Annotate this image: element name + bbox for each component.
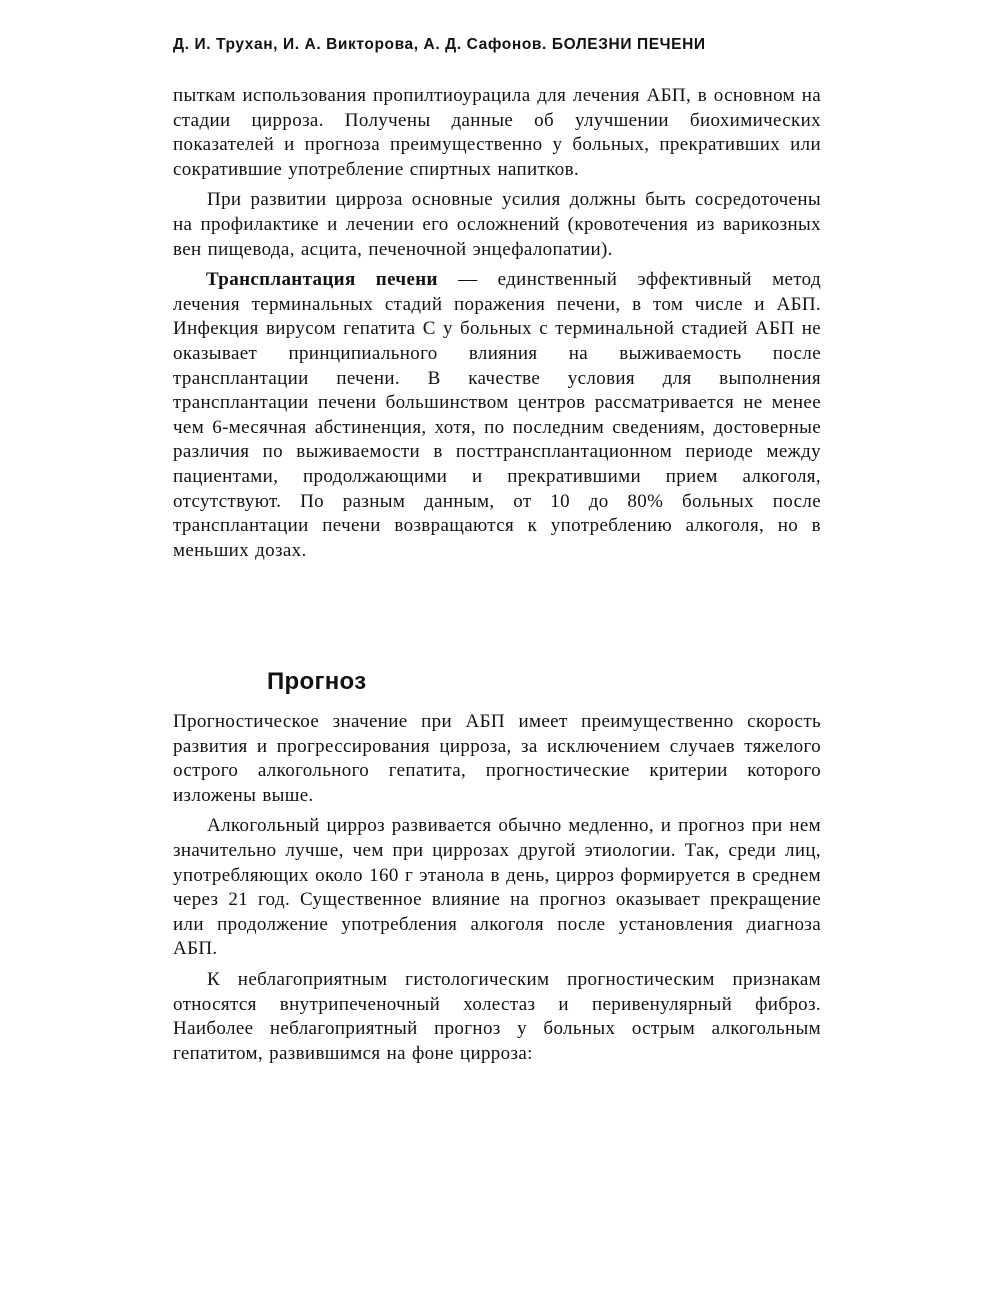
running-header: Д. И. Трухан, И. А. Викторова, А. Д. Сафонов. БОЛЕЗНИ ПЕЧЕНИ [173, 36, 706, 53]
paragraph-continuation: пыткам использования пропилтиоурацила для лечения АБП, в основном на стадии цирроза. Получены данные об улучшении биохимических показателей и прогноза преимущественно у больных, прекративших или сократившие употребление спиртных напитков. [173, 85, 821, 180]
section-heading-prognosis: Прогноз [267, 668, 367, 695]
text-block-prognosis [173, 710, 821, 1072]
text-block-treatment [173, 84, 821, 569]
paragraph-liver-transplantation [173, 268, 821, 563]
paragraph-histological-signs: К неблагоприятным гистологическим прогностическим признакам относятся внутрипеченочный холестаз и перивенулярный фиброз. Наиболее неблагоприятный прогноз у больных острым алкогольным гепатитом, развившимся на фоне цирроза: [173, 968, 821, 1064]
paragraph-prognostic-value: Прогностическое значение при АБП имеет преимущественно скорость развития и прогрессирования цирроза, за исключением случаев тяжелого острого алкогольного гепатита, прогностические критерии которого изложены выше. [173, 711, 821, 806]
paragraph-cirrhosis-complications: При развитии цирроза основные усилия должны быть сосредоточены на профилактике и лечении его осложнений (кровотечения из варикозных вен пищевода, асцита, печеночной энцефалопатии). [173, 189, 821, 260]
paragraph-transplantation-text: — единственный эффективный метод лечения терминальных стадий поражения печени, в том числе и АБП. Инфекция вирусом гепатита С у больных с терминальной стадией АБП не оказывает принципиального влияния на выживаемость после трансплантации печени. В качестве условия для выполнения трансплантации печени большинством центров рассматривается не менее чем 6-месячная абстиненция, хотя, по последним сведениям, достоверные различия по выживаемости в посттрансплантационном периоде между пациентами, продолжающими и прекратившими прием алкоголя, отсутствуют. По разным данным, от 10 до 80% больных после трансплантации печени возвращаются к употреблению алкоголя, но в меньших дозах. [173, 269, 821, 561]
bold-term-transplantation: Трансплантация печени [206, 269, 438, 291]
paragraph-alcoholic-cirrhosis: Алкогольный цирроз развивается обычно медленно, и прогноз при нем значительно лучше, чем при циррозах другой этиологии. Так, среди лиц, употребляющих около 160 г этанола в день, цирроз формируется в среднем через 21 год. Существенное влияние на прогноз оказывает прекращение или продолжение употребления алкоголя после установления диагноза АБП. [173, 815, 821, 960]
